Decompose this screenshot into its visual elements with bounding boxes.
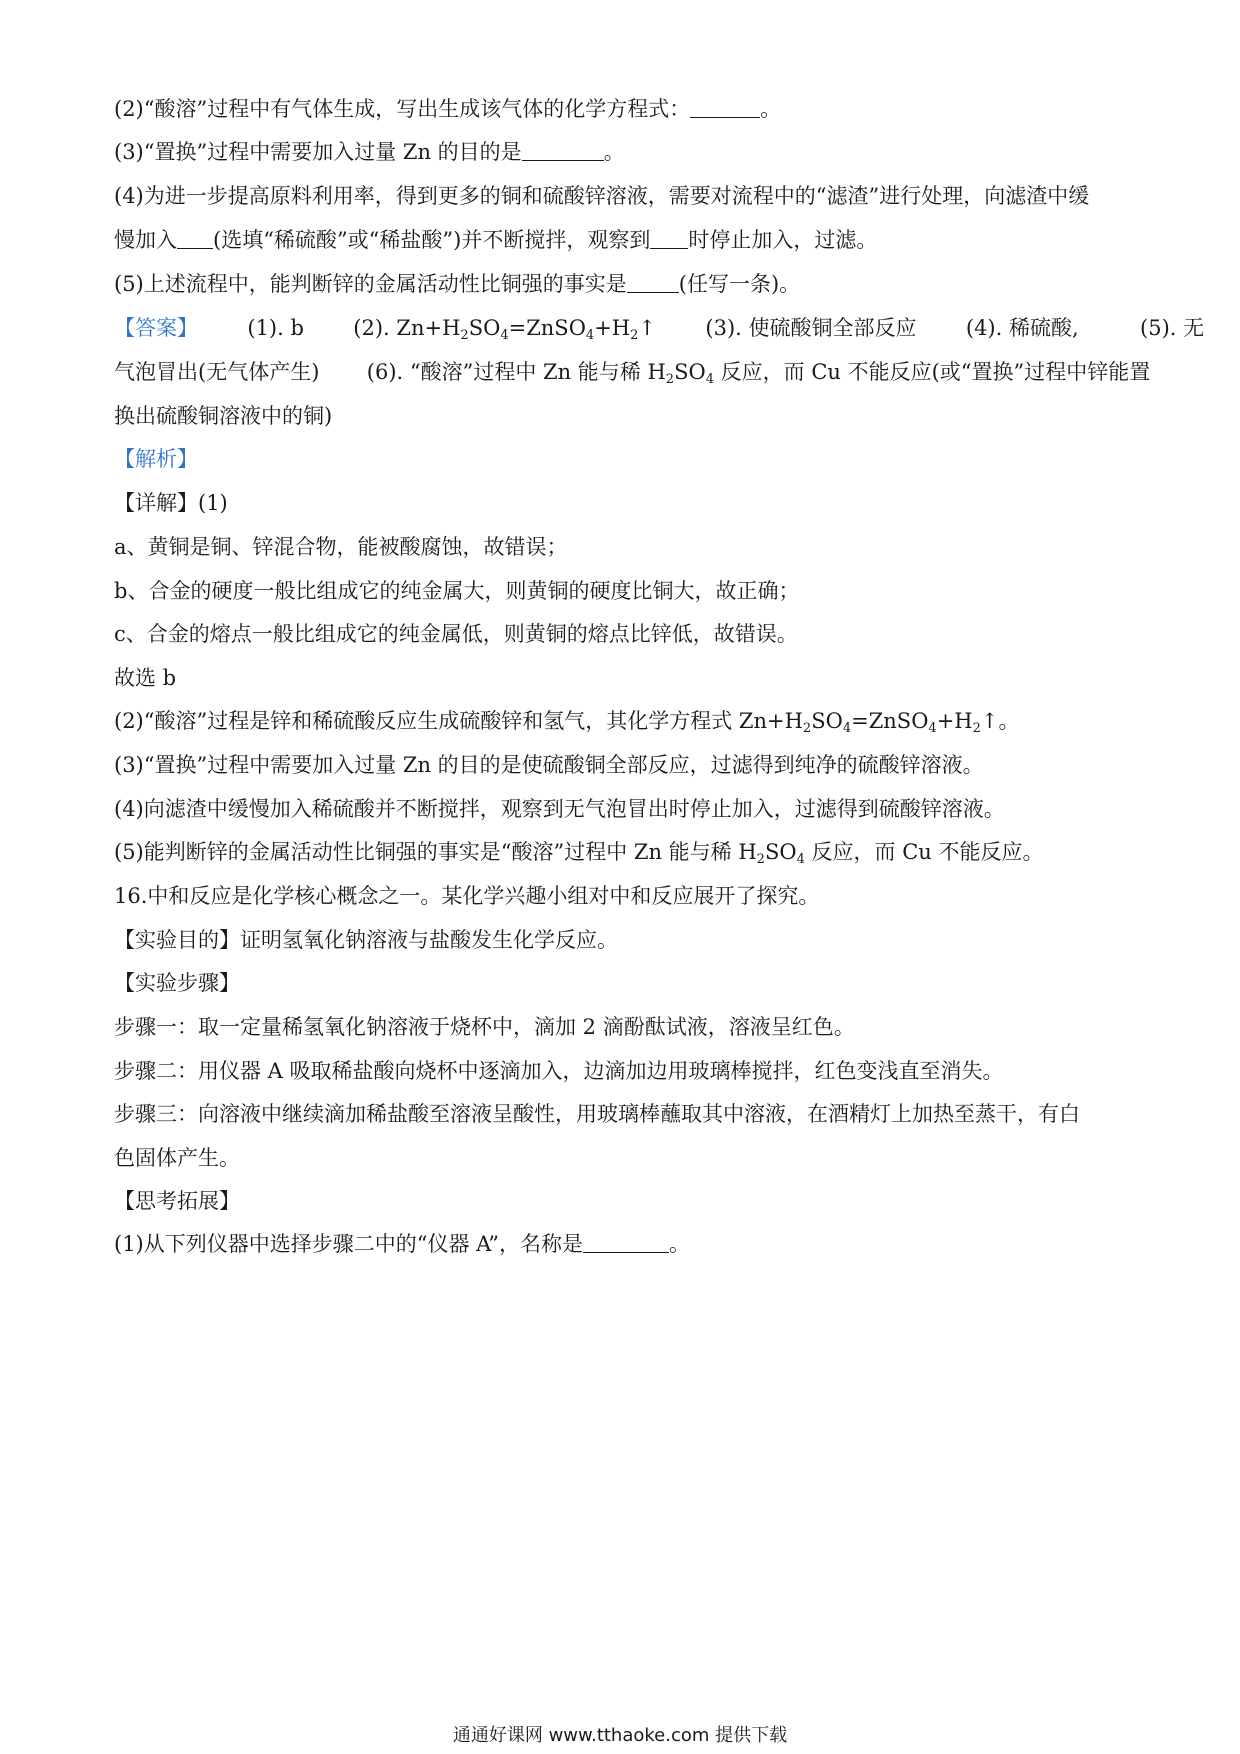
footer-watermark: 通通好课网 www.tthaoke.com 提供下载 bbox=[452, 1725, 788, 1746]
answer-3: (3). 使硫酸铜全部反应 bbox=[705, 316, 917, 340]
think-question-1: (1)从下列仪器中选择步骤二中的“仪器 A”，名称是 。 bbox=[114, 1232, 690, 1256]
answer-blank bbox=[690, 97, 760, 118]
answer-blank bbox=[583, 1232, 669, 1253]
answer-blank bbox=[650, 228, 688, 249]
answer-line-3: 换出硫酸铜溶液中的铜) bbox=[114, 404, 333, 428]
detail-a: a、黄铜是铜、锌混合物，能被酸腐蚀，故错误； bbox=[114, 535, 568, 559]
question-5: (5)上述流程中，能判断锌的金属活动性比铜强的事实是 (任写一条)。 bbox=[114, 272, 801, 296]
answer-4: (4). 稀硫酸, bbox=[965, 316, 1079, 340]
step-2: 步骤二：用仪器 A 吸取稀盐酸向烧杯中逐滴加入，边滴加边用玻璃棒搅拌，红色变浅直至消失。 bbox=[114, 1059, 1004, 1083]
answer-blank bbox=[627, 272, 679, 293]
analysis-tag: 【解析】 bbox=[114, 447, 198, 471]
question-3: (3)“置换”过程中需要加入过量 Zn 的目的是 。 bbox=[114, 140, 625, 164]
question-2: (2)“酸溶”过程中有气体生成，写出生成该气体的化学方程式： 。 bbox=[114, 97, 782, 121]
answer-blank bbox=[522, 140, 604, 161]
step-3-line-1: 步骤三：向溶液中继续滴加稀盐酸至溶液呈酸性，用玻璃棒蘸取其中溶液，在酒精灯上加热至蒸干，有白 bbox=[114, 1102, 1080, 1126]
detail-p4: (4)向滤渣中缓慢加入稀硫酸并不断搅拌，观察到无气泡冒出时停止加入，过滤得到硫酸锌溶液。 bbox=[114, 797, 1005, 821]
detail-p3: (3)“置换”过程中需要加入过量 Zn 的目的是使硫酸铜全部反应，过滤得到纯净的硫酸锌溶液。 bbox=[114, 753, 984, 777]
think-head: 【思考拓展】 bbox=[114, 1189, 240, 1213]
question-4-line-1: (4)为进一步提高原料利用率，得到更多的铜和硫酸锌溶液，需要对流程中的“滤渣”进行处理，向滤渣中缓 bbox=[114, 184, 1090, 208]
detail-b: b、合金的硬度一般比组成它的纯金属大，则黄铜的硬度比铜大，故正确； bbox=[114, 579, 800, 603]
question-4-line-2: 慢加入 (选填“稀硫酸”或“稀盐酸”)并不断搅拌，观察到 时停止加入，过滤。 bbox=[114, 228, 878, 252]
experiment-purpose: 【实验目的】证明氢氧化钠溶液与盐酸发生化学反应。 bbox=[114, 928, 618, 952]
question-16-title: 16.中和反应是化学核心概念之一。某化学兴趣小组对中和反应展开了探究。 bbox=[114, 884, 820, 908]
detail-choose: 故选 b bbox=[114, 666, 177, 690]
answer-line-1 bbox=[114, 314, 1205, 343]
answer-6: (6). “酸溶”过程中 Zn 能与稀 $H_2SO_4$ 反应，而 Cu 不能反应(或“置换”过程中锌能置 bbox=[366, 360, 1151, 387]
step-3-line-2: 色固体产生。 bbox=[114, 1146, 240, 1170]
detail-p5: (5)能判断锌的金属活动性比铜强的事实是“酸溶”过程中 Zn 能与稀 $H_2SO_4$ 反应，而 Cu 不能反应。 bbox=[114, 840, 1044, 867]
answer-line-2: 气泡冒出(无气体产生) (6). “酸溶”过程中 Zn 能与稀 $H_2SO_4$ 反应，而 Cu 不能反应(或“置换”过程中锌能置 bbox=[114, 360, 1151, 387]
steps-head: 【实验步骤】 bbox=[114, 971, 240, 995]
answer-2: (2). $Zn+H_2SO_4=ZnSO_4+H_2↑$ bbox=[353, 316, 657, 343]
detail-head: 【详解】(1) bbox=[114, 491, 228, 515]
answer-tag: 【答案】 bbox=[114, 316, 198, 340]
answer-5: (5). 无 bbox=[1140, 316, 1205, 340]
detail-p2: (2)“酸溶”过程是锌和稀硫酸反应生成硫酸锌和氢气，其化学方程式 $Zn+H_2SO_4=ZnSO_4+H_2↑$。 bbox=[114, 709, 1020, 736]
answer-1: (1). b bbox=[247, 316, 304, 340]
answer-blank bbox=[177, 228, 213, 249]
step-1: 步骤一：取一定量稀氢氧化钠溶液于烧杯中，滴加 2 滴酚酞试液，溶液呈红色。 bbox=[114, 1015, 855, 1039]
detail-c: c、合金的熔点一般比组成它的纯金属低，则黄铜的熔点比锌低，故错误。 bbox=[114, 622, 798, 646]
